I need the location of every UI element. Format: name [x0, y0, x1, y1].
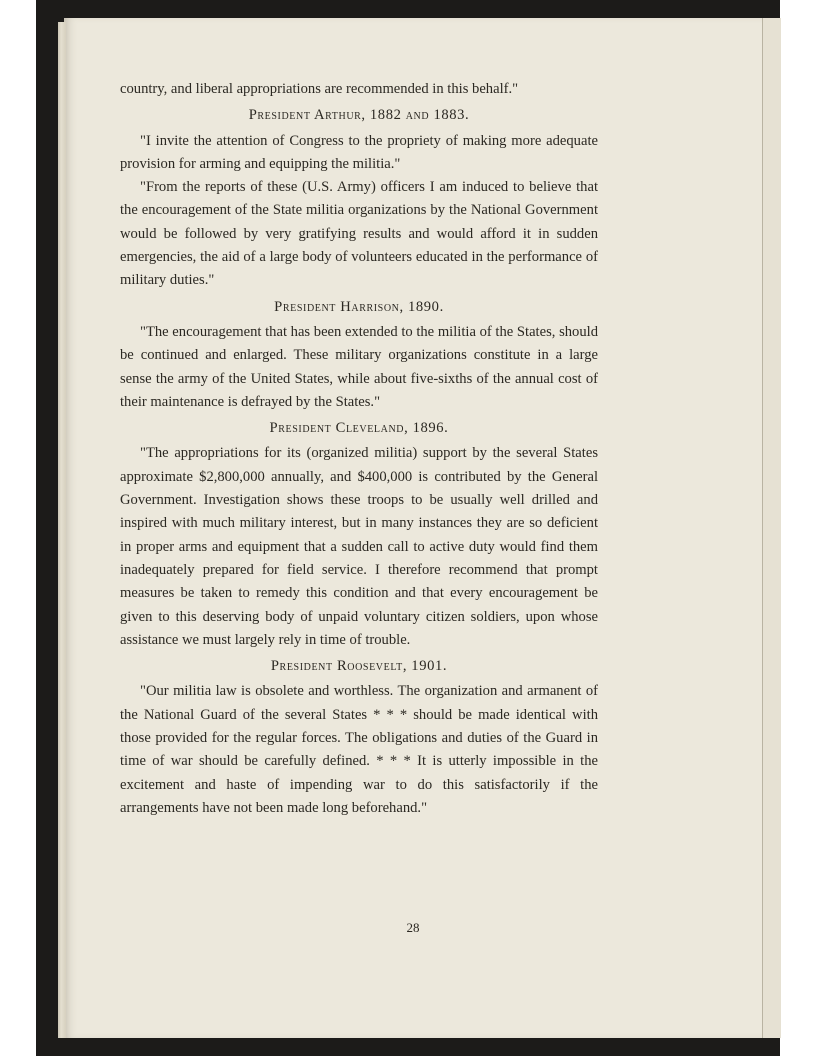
section-heading-roosevelt: President Roosevelt, 1901. [270, 658, 448, 675]
section-heading-harrison: President Harrison, 1890. [274, 298, 444, 315]
paragraph: "I invite the attention of Congress to the propriety of making more adequate provision for arming and equipping the militia." [120, 132, 598, 172]
paragraph-continued: country, and liberal appropriations are recommended in this behalf." [120, 81, 519, 97]
paragraph: "From the reports of these (U.S. Army) officers I am induced to believe that the encouragement of the State militia organizations by the National Government would be followed by very gratifying results and would afford it in sudden emergencies, the aid of a large body of volunteers educated in the performance of military duties." [120, 179, 598, 289]
section-heading-cleveland: President Cleveland, 1896. [269, 420, 449, 437]
paragraph: "The encouragement that has been extended to the militia of the States, should be continued and enlarged. These military organizations constitute in a large sense the army of the United States, while about five-sixths of the annual cost of their maintenance is defrayed by the States." [120, 323, 598, 410]
facing-page-edge [762, 18, 781, 1038]
page-number: 28 [406, 920, 420, 935]
page-stack-edge [58, 22, 66, 1038]
paragraph: "Our militia law is obsolete and worthless. The organization and armanent of the National Guard of the several States * * * should be made identical with those provided for the regular forces. The obligations and duties of the Guard in time of war should be carefully defined. * * * It is utterly impossible in the excitement and haste of impending war to do this satisfactorily if the arrangements have not been made long beforehand." [120, 683, 598, 816]
paragraph: "The appropriations for its (organized militia) support by the several States approximate $2,800,000 annually, and $400,000 is contributed by the General Government. Investigation shows these troops to be usually well drilled and inspired with much military interest, but in many instances they are so deficient in proper arms and equipment that a sudden call to active duty would find them inadequately prepared for field service. I therefore recommend that prompt measures be taken to remedy this condition and that every encouragement be given to this deserving body of unpaid voluntary citizen soldiers, upon whose assistance we must largely rely in time of trouble. [120, 445, 598, 648]
page-body [120, 78, 598, 820]
section-heading-arthur: President Arthur, 1882 and 1883. [248, 107, 470, 124]
